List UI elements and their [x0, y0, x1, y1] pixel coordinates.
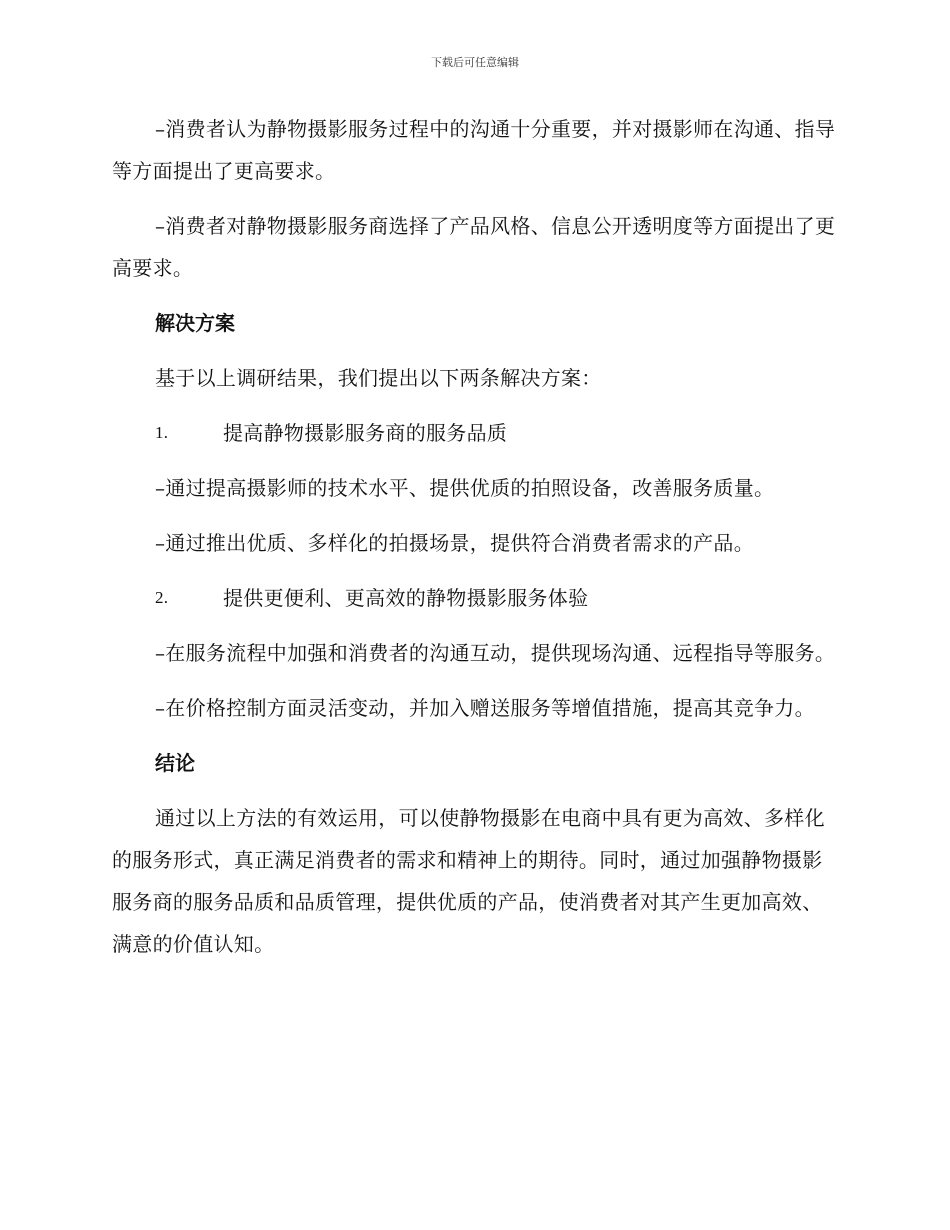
- item-text: 提高静物摄影服务商的服务品质: [223, 421, 508, 445]
- section-heading-solution: 解决方案: [155, 311, 235, 335]
- paragraph-style-transparency: –消费者对静物摄影服务商选择了产品风格、信息公开透明度等方面提出了更高要求。: [112, 214, 836, 280]
- numbered-item-1: [112, 412, 837, 454]
- paragraph-pricing: –在价格控制方面灵活变动，并加入赠送服务等增值措施，提高其竞争力。: [155, 696, 815, 720]
- item-number: 1.: [155, 423, 169, 442]
- item-text: 提供更便利、更高效的静物摄影服务体验: [223, 586, 589, 610]
- page-header: 下载后可任意编辑: [431, 56, 519, 69]
- paragraph-communication: –消费者认为静物摄影服务过程中的沟通十分重要，并对摄影师在沟通、指导等方面提出了更高要求。: [112, 117, 836, 183]
- paragraph-solution-intro: 基于以上调研结果，我们提出以下两条解决方案：: [155, 366, 602, 390]
- paragraph-interaction: –在服务流程中加强和消费者的沟通互动，提供现场沟通、远程指导等服务。: [155, 641, 836, 665]
- paragraph-conclusion: 通过以上方法的有效运用，可以使静物摄影在电商中具有更为高效、多样化的服务形式，真正满足消费者的需求和精神上的期待。同时，通过加强静物摄影服务商的服务品质和品质管理，提供优质的产品，使消费者对其产生更加高效、满意的价值认知。: [112, 806, 825, 956]
- item-number: 2.: [155, 588, 169, 607]
- numbered-item-2: [112, 577, 837, 619]
- paragraph-scenes: –通过推出优质、多样化的拍摄场景，提供符合消费者需求的产品。: [155, 531, 754, 555]
- paragraph-technical-level: –通过提高摄影师的技术水平、提供优质的拍照设备，改善服务质量。: [155, 476, 775, 500]
- section-heading-conclusion: 结论: [155, 751, 195, 775]
- document-body: [112, 108, 837, 978]
